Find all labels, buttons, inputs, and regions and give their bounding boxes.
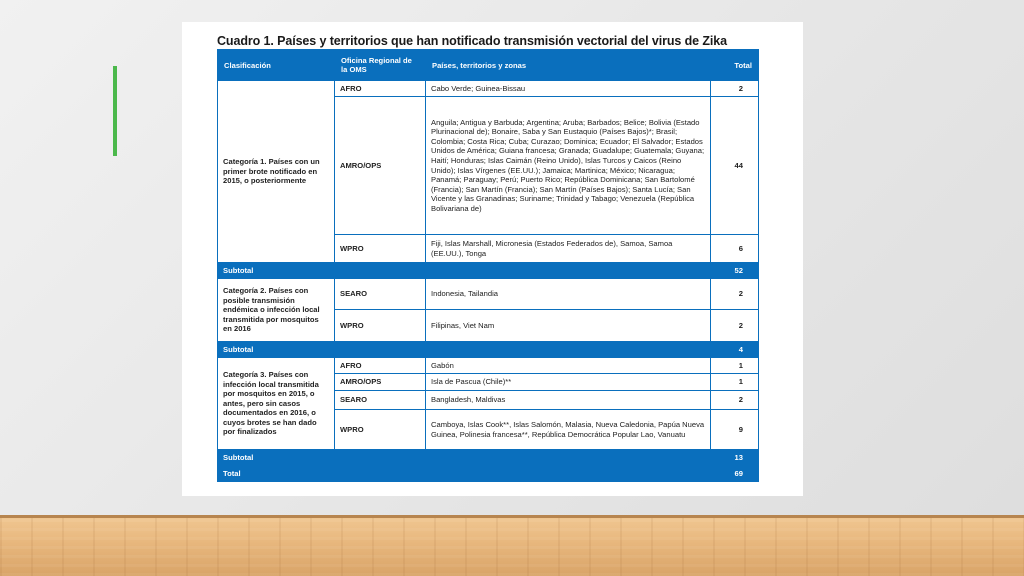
total-cell: 1 [711, 358, 759, 374]
subtotal-row [218, 263, 759, 279]
header-oficina: Oficina Regional de la OMS [335, 50, 426, 81]
countries-cell: Indonesia, Tailandia [426, 279, 711, 310]
category-2-label: Categoría 2. Países con posible transmisión endémica o infección local transmitida por mosquitos en 2016 [218, 279, 335, 342]
region-cell: AFRO [335, 358, 426, 374]
region-cell: WPRO [335, 310, 426, 342]
region-cell: AMRO/OPS [335, 97, 426, 235]
subtotal-row [218, 342, 759, 358]
total-cell: 2 [711, 279, 759, 310]
region-cell: AMRO/OPS [335, 374, 426, 391]
table-row [218, 358, 759, 374]
region-cell: SEARO [335, 391, 426, 410]
subtotal-label: Subtotal [218, 450, 711, 466]
category-1-label: Categoría 1. Países con un primer brote notificado en 2015, o posteriormente [218, 81, 335, 263]
table-image [182, 22, 803, 496]
accent-bar [113, 66, 117, 156]
subtotal-label: Subtotal [218, 263, 711, 279]
countries-cell: Camboya, Islas Cook**, Islas Salomón, Malasia, Nueva Caledonia, Papúa Nueva Guinea, Polinesia francesa**, República Democrática Popular Lao, Vanuatu [426, 410, 711, 450]
total-cell: 1 [711, 374, 759, 391]
region-cell: SEARO [335, 279, 426, 310]
total-cell: 2 [711, 81, 759, 97]
subtotal-value: 52 [711, 263, 759, 279]
region-cell: WPRO [335, 235, 426, 263]
region-cell: WPRO [335, 410, 426, 450]
total-cell: 6 [711, 235, 759, 263]
countries-cell: Bangladesh, Maldivas [426, 391, 711, 410]
total-label: Total [218, 466, 711, 482]
table-row [218, 279, 759, 310]
subtotal-value: 13 [711, 450, 759, 466]
total-value: 69 [711, 466, 759, 482]
countries-cell: Anguila; Antigua y Barbuda; Argentina; Aruba; Barbados; Belice; Bolivia (Estado Plurinacional de); Bonaire, Saba y San Eustaquio (Países Bajos)*; Brasil; Colombia; Costa Rica; Cuba; Curazao; Dominica; Ecuador; El Salvador; Estados Unidos de América; Guiana francesa; Granada; Guadalupe; Guatemala; Guyana; Haití; Honduras; Islas Caimán (Reino Unido), Islas Turcos y Caicos (Reino Unido); Islas Vírgenes (EE.UU.); Jamaica; Martinica; México; Nicaragua; Panamá; Paraguay; Perú; Puerto Rico; República Dominicana; San Bartolomé (Francia); San Martín (Francia); San Martín (Países Bajos); Santa Lucía; San Vicente y las Granadinas; Suriname; Trinidad y Tabago; Venezuela (República Bolivariana de) [426, 97, 711, 235]
countries-cell: Cabo Verde; Guinea-Bissau [426, 81, 711, 97]
table-title: Cuadro 1. Países y territorios que han notificado transmisión vectorial del virus de Zika [217, 34, 727, 48]
total-cell: 2 [711, 391, 759, 410]
total-cell: 44 [711, 97, 759, 235]
countries-cell: Filipinas, Viet Nam [426, 310, 711, 342]
subtotal-value: 4 [711, 342, 759, 358]
header-paises: Países, territorios y zonas [426, 50, 711, 81]
total-row [218, 466, 759, 482]
subtotal-label: Subtotal [218, 342, 711, 358]
header-clasificacion: Clasificación [218, 50, 335, 81]
table-row [218, 81, 759, 97]
total-cell: 2 [711, 310, 759, 342]
wood-floor-decoration [0, 515, 1024, 576]
category-3-label: Categoría 3. Países con infección local transmitida por mosquitos en 2015, o antes, pero sin casos documentados en 2016, o cuyos brotes se han dado por finalizados [218, 358, 335, 450]
countries-cell: Fiji, Islas Marshall, Micronesia (Estados Federados de), Samoa, Samoa (EE.UU.), Tonga [426, 235, 711, 263]
zika-table [217, 49, 759, 482]
total-cell: 9 [711, 410, 759, 450]
countries-cell: Gabón [426, 358, 711, 374]
region-cell: AFRO [335, 81, 426, 97]
countries-cell: Isla de Pascua (Chile)** [426, 374, 711, 391]
header-total: Total [711, 50, 759, 81]
header-row [218, 50, 759, 81]
subtotal-row [218, 450, 759, 466]
